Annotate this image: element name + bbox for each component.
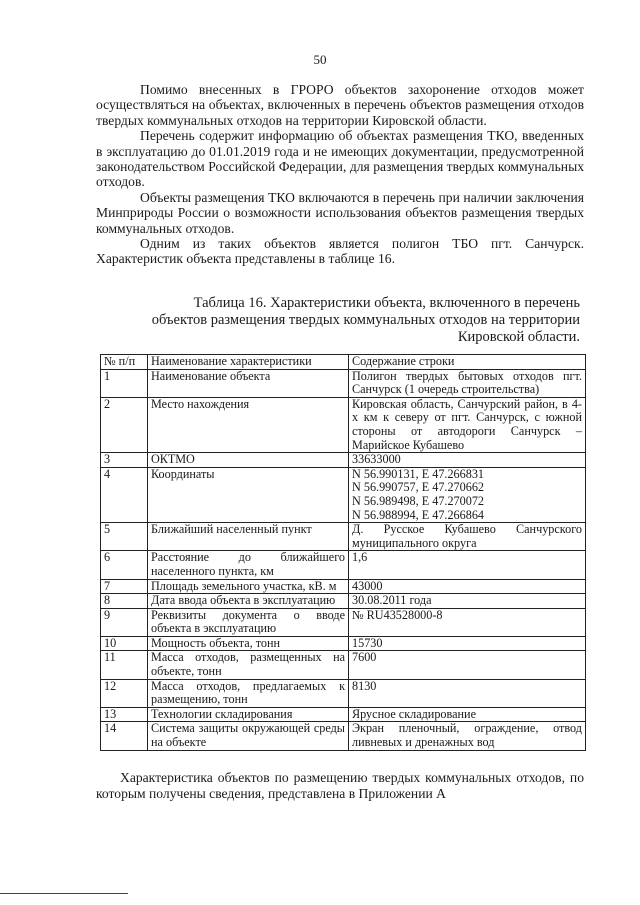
row-characteristic: Расстояние до ближайшего населенного пункта, км <box>148 551 349 579</box>
table-row <box>101 369 586 397</box>
table-row <box>101 579 586 594</box>
table-row <box>101 523 586 551</box>
row-number: 13 <box>101 707 148 722</box>
row-content: 1,6 <box>349 551 586 579</box>
row-characteristic: Ближайший населенный пункт <box>148 523 349 551</box>
table-row <box>101 608 586 636</box>
closing-paragraph: Характеристика объектов по размещению твердых коммунальных отходов, по которым получены сведения, представлена в Приложении А <box>96 770 584 801</box>
row-number: 4 <box>101 467 148 522</box>
row-number: 7 <box>101 579 148 594</box>
row-characteristic: Масса отходов, предлагаемых к размещению, тонн <box>148 679 349 707</box>
footnote-rule <box>0 893 128 894</box>
table-row <box>101 651 586 679</box>
paragraph: Перечень содержит информацию об объектах размещения ТКО, введенных в эксплуатацию до 01.01.2019 года и не имеющих документации, предусмотренной законодательством Российской Федерации, для размещения твердых коммунальных отходов. <box>96 128 584 190</box>
paragraph: Одним из таких объектов является полигон ТБО пгт. Санчурск. Характеристик объекта представлены в таблице 16. <box>96 236 584 267</box>
table-row <box>101 722 586 750</box>
header-number: № п/п <box>101 355 148 370</box>
table-row <box>101 397 586 452</box>
row-characteristic: Мощность объекта, тонн <box>148 636 349 651</box>
table-row <box>101 594 586 609</box>
table-row <box>101 453 586 468</box>
header-characteristic: Наименование характеристики <box>148 355 349 370</box>
row-content: Д. Русское Кубашево Санчурского муниципального округа <box>349 523 586 551</box>
row-characteristic: Место нахождения <box>148 397 349 452</box>
table-row <box>101 467 586 522</box>
table-row <box>101 636 586 651</box>
body-text <box>96 82 584 267</box>
row-number: 10 <box>101 636 148 651</box>
row-characteristic: Система защиты окружающей среды на объекте <box>148 722 349 750</box>
characteristics-table <box>100 354 586 751</box>
table-header-row <box>101 355 586 370</box>
row-content: 8130 <box>349 679 586 707</box>
row-number: 2 <box>101 397 148 452</box>
header-content: Содержание строки <box>349 355 586 370</box>
row-content: 7600 <box>349 651 586 679</box>
row-content: Кировская область, Санчурский район, в 4-х км к северу от пгт. Санчурск, с южной стороны от автодороги Санчурск – Марийское Кубашево <box>349 397 586 452</box>
row-characteristic: Дата ввода объекта в эксплуатацию <box>148 594 349 609</box>
table-row <box>101 707 586 722</box>
row-content: № RU43528000-8 <box>349 608 586 636</box>
row-characteristic: Масса отходов, размещенных на объекте, тонн <box>148 651 349 679</box>
row-number: 6 <box>101 551 148 579</box>
paragraph: Объекты размещения ТКО включаются в перечень при наличии заключения Минприроды России о возможности использования объектов размещения твердых коммунальных отходов. <box>96 189 584 236</box>
row-content: 30.08.2011 года <box>349 594 586 609</box>
row-content: Полигон твердых бытовых отходов пгт. Санчурск (1 очередь строительства) <box>349 369 586 397</box>
row-content: N 56.990131, E 47.266831 N 56.990757, E 47.270662 N 56.989498, E 47.270072 N 56.988994, E 47.266864 <box>349 467 586 522</box>
row-content: 43000 <box>349 579 586 594</box>
row-content: 33633000 <box>349 453 586 468</box>
page-number: 50 <box>313 52 327 67</box>
row-number: 12 <box>101 679 148 707</box>
row-characteristic: Площадь земельного участка, кВ. м <box>148 579 349 594</box>
row-characteristic: ОКТМО <box>148 453 349 468</box>
row-characteristic: Технологии складирования <box>148 707 349 722</box>
row-number: 14 <box>101 722 148 750</box>
row-number: 5 <box>101 523 148 551</box>
table-caption: Таблица 16. Характеристики объекта, включенного в перечень объектов размещения твердых коммунальных отходов на территории Кировской области. <box>151 295 580 345</box>
row-characteristic: Реквизиты документа о вводе объекта в эксплуатацию <box>148 608 349 636</box>
row-number: 1 <box>101 369 148 397</box>
table-row <box>101 551 586 579</box>
row-number: 8 <box>101 594 148 609</box>
row-number: 11 <box>101 651 148 679</box>
row-content: Ярусное складирование <box>349 707 586 722</box>
table-row <box>101 679 586 707</box>
row-content: Экран пленочный, ограждение, отвод ливневых и дренажных вод <box>349 722 586 750</box>
row-characteristic: Координаты <box>148 467 349 522</box>
paragraph: Помимо внесенных в ГРОРО объектов захоронение отходов может осуществляться на объектах, включенных в перечень объектов размещения отходов твердых коммунальных отходов на территории Кировской области. <box>96 82 584 128</box>
table-body <box>101 369 586 750</box>
row-number: 3 <box>101 453 148 468</box>
row-content: 15730 <box>349 636 586 651</box>
row-number: 9 <box>101 608 148 636</box>
row-characteristic: Наименование объекта <box>148 369 349 397</box>
